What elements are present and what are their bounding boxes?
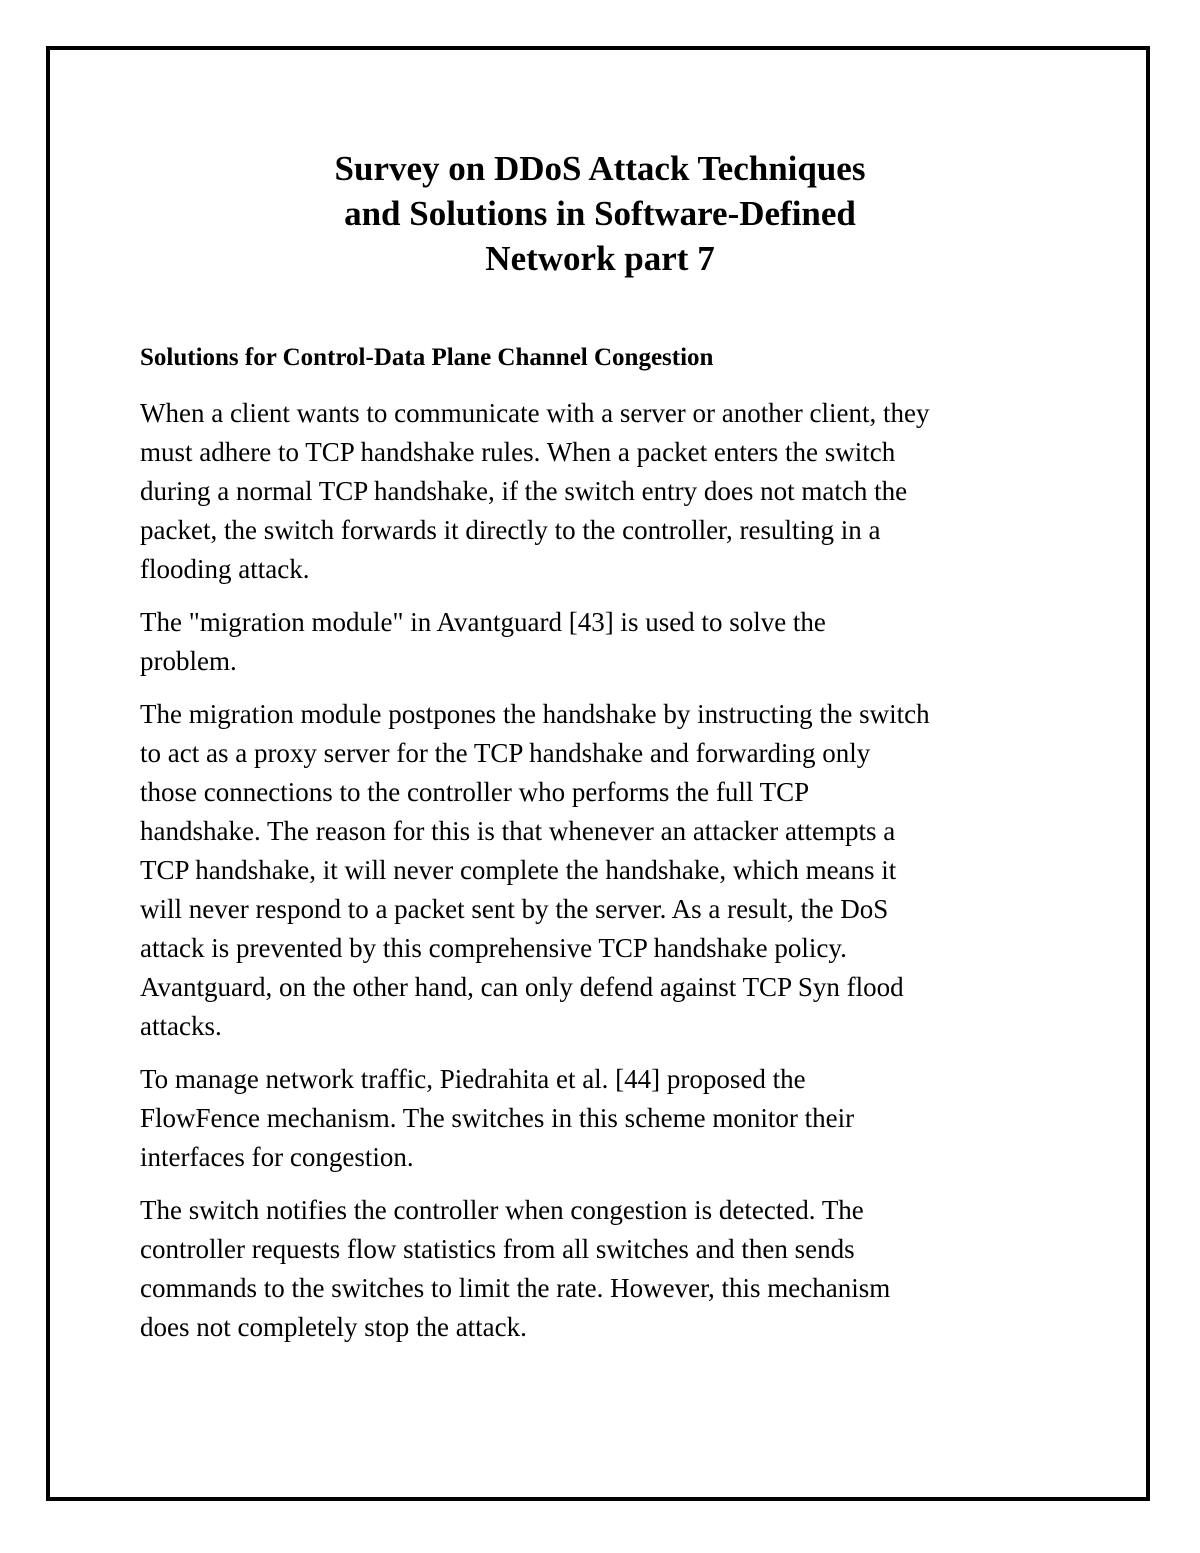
text-line: interfaces for congestion. (140, 1142, 414, 1172)
paragraph-2 (140, 603, 1080, 681)
text-line: attack is prevented by this comprehensive TCP handshake policy. (140, 933, 847, 963)
text-line: The "migration module" in Avantguard [43] is used to solve the (140, 607, 826, 637)
paragraph-5 (140, 1191, 1080, 1347)
text-line: The switch notifies the controller when congestion is detected. The (140, 1195, 864, 1225)
section-heading: Solutions for Control-Data Plane Channel Congestion (140, 344, 714, 371)
document-body (140, 338, 1080, 1361)
text-line: FlowFence mechanism. The switches in this scheme monitor their (140, 1103, 855, 1133)
text-line: must adhere to TCP handshake rules. When a packet enters the switch (140, 437, 896, 467)
text-line: Avantguard, on the other hand, can only defend against TCP Syn flood (140, 972, 904, 1002)
text-line: does not completely stop the attack. (140, 1312, 527, 1342)
text-line: To manage network traffic, Piedrahita et al. [44] proposed the (140, 1064, 806, 1094)
text-line: during a normal TCP handshake, if the switch entry does not match the (140, 476, 908, 506)
text-line: controller requests flow statistics from all switches and then sends (140, 1234, 855, 1264)
title-line: Survey on DDoS Attack Techniques (334, 149, 866, 188)
paragraph-4 (140, 1060, 1080, 1177)
text-line: packet, the switch forwards it directly to the controller, resulting in a (140, 515, 881, 545)
text-line: flooding attack. (140, 554, 310, 584)
title-line: and Solutions in Software-Defined (344, 194, 856, 233)
text-line: The migration module postpones the handshake by instructing the switch (140, 699, 930, 729)
document-title (0, 146, 1200, 281)
text-line: problem. (140, 646, 237, 676)
text-line: handshake. The reason for this is that whenever an attacker attempts a (140, 816, 896, 846)
paragraph-1 (140, 394, 1080, 589)
text-line: TCP handshake, it will never complete the handshake, which means it (140, 855, 897, 885)
paragraph-3 (140, 695, 1080, 1046)
text-line: those connections to the controller who performs the full TCP (140, 777, 810, 807)
text-line: attacks. (140, 1011, 222, 1041)
text-line: commands to the switches to limit the rate. However, this mechanism (140, 1273, 891, 1303)
text-line: When a client wants to communicate with a server or another client, they (140, 398, 930, 428)
title-line: Network part 7 (485, 239, 715, 278)
text-line: will never respond to a packet sent by the server. As a result, the DoS (140, 894, 889, 924)
text-line: to act as a proxy server for the TCP handshake and forwarding only (140, 738, 871, 768)
